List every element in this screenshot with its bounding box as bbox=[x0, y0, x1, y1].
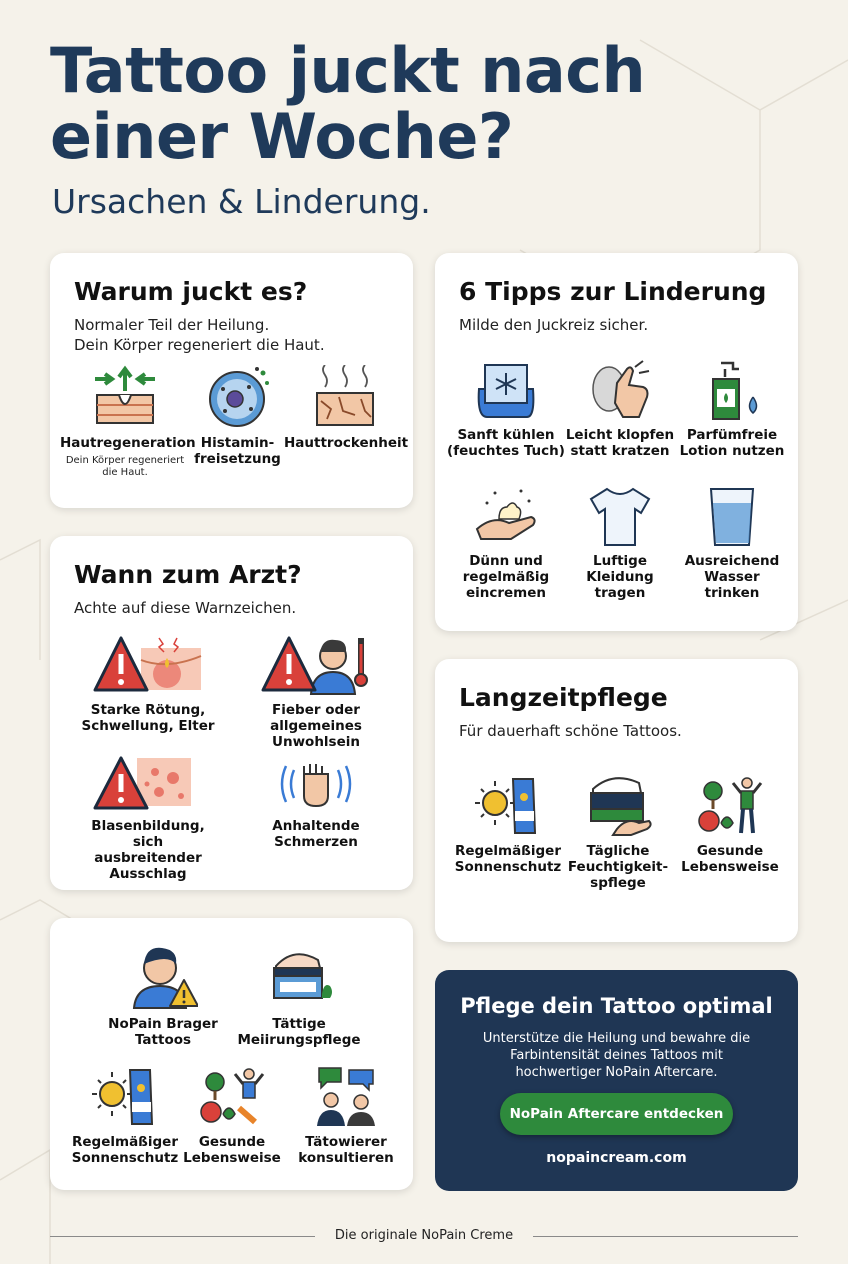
cream-jar-icon bbox=[264, 946, 334, 1010]
doctor-heading: Wann zum Arzt? bbox=[74, 560, 302, 589]
page-subtitle: Ursachen & Linderung. bbox=[52, 182, 431, 221]
tshirt-icon bbox=[587, 485, 653, 547]
cream-hand-icon bbox=[473, 485, 539, 547]
lotion-bottle-icon bbox=[699, 359, 765, 421]
why-item-label: Histamin-freisetzung bbox=[194, 435, 281, 467]
tips-item-label: Luftige Kleidung tragen bbox=[586, 553, 654, 601]
extra-item-lifestyle bbox=[176, 1064, 288, 1166]
page-title: Tattoo juckt nach einer Woche? bbox=[50, 34, 646, 173]
longterm-item-sunscreen bbox=[449, 773, 567, 875]
why-item-sub: Dein Körper regeneriert die Haut. bbox=[65, 455, 185, 478]
longterm-item-moisture bbox=[559, 773, 677, 891]
tips-item-label: Leicht klopfen statt kratzen bbox=[565, 427, 675, 459]
doctor-item-redness bbox=[78, 634, 218, 734]
extra-item-sunscreen bbox=[66, 1064, 184, 1166]
extra-item-person bbox=[100, 940, 226, 1048]
warning-rash-icon bbox=[93, 756, 203, 812]
dry-skin-icon bbox=[311, 365, 379, 429]
why-item-dryness bbox=[284, 365, 409, 451]
tips-item-label: Sanft kühlen (feuchtes Tuch) bbox=[447, 427, 565, 459]
cta-heading: Pflege dein Tattoo optimal bbox=[460, 994, 773, 1018]
sunscreen-icon bbox=[473, 773, 543, 837]
doctor-item-label: Starke Rötung, Schwellung, Elter bbox=[81, 702, 215, 734]
why-item-label: Hautregeneration bbox=[60, 435, 196, 451]
website-link[interactable]: nopaincream.com bbox=[546, 1150, 687, 1166]
extra-item-label: Tättige Meiirungspflege bbox=[237, 1016, 361, 1048]
cta-panel bbox=[435, 970, 798, 1191]
healthy-lifestyle-icon bbox=[695, 773, 765, 837]
longterm-lead: Für dauerhaft schöne Tattoos. bbox=[459, 722, 682, 740]
longterm-item-label: Gesunde Lebensweise bbox=[681, 843, 779, 875]
tips-item-label: Parfümfreie Lotion nutzen bbox=[679, 427, 785, 459]
tips-item-cream bbox=[447, 485, 565, 601]
doctor-item-fever bbox=[246, 634, 386, 750]
doctor-lead: Achte auf diese Warnzeichen. bbox=[74, 599, 297, 617]
extra-item-consult bbox=[286, 1064, 406, 1166]
tips-item-tap bbox=[561, 359, 679, 459]
consult-tattooist-icon bbox=[311, 1064, 381, 1128]
cta-description: Unterstütze die Heilung und bewahre die Farbintensität deines Tattoos mit hochwertiger NoPain Aftercare. bbox=[482, 1031, 751, 1080]
doctor-item-pain bbox=[246, 756, 386, 850]
doctor-card bbox=[50, 536, 413, 890]
why-item-label: Hauttrockenheit bbox=[284, 435, 409, 451]
water-glass-icon bbox=[699, 485, 765, 547]
tapping-hand-icon bbox=[587, 359, 653, 421]
doctor-item-rash bbox=[78, 756, 218, 882]
tips-item-label: Dünn und regelmäßig eincremen bbox=[462, 553, 550, 601]
tips-item-clothing bbox=[561, 485, 679, 601]
extra-item-label: Tätowierer konsultieren bbox=[298, 1134, 394, 1166]
extra-item-label: NoPain Brager Tattoos bbox=[108, 1016, 218, 1048]
histamine-cell-icon bbox=[205, 365, 271, 429]
why-heading: Warum juckt es? bbox=[74, 277, 308, 306]
extra-item-cream bbox=[236, 946, 362, 1048]
longterm-item-label: Regelmäßiger Sonnenschutz bbox=[454, 843, 562, 875]
why-lead: Normaler Teil der Heilung. Dein Körper regeneriert die Haut. bbox=[74, 316, 325, 354]
tips-item-lotion bbox=[675, 359, 789, 459]
skin-regeneration-icon bbox=[91, 365, 159, 429]
extra-item-label: Regelmäßiger Sonnenschutz bbox=[71, 1134, 179, 1166]
pain-fist-icon bbox=[276, 756, 356, 812]
warning-redness-icon bbox=[93, 634, 203, 696]
why-item-skin-regeneration bbox=[60, 365, 196, 479]
longterm-heading: Langzeitpflege bbox=[459, 683, 668, 712]
sunscreen-icon bbox=[90, 1064, 160, 1128]
aftercare-button[interactable]: NoPain Aftercare entdecken bbox=[500, 1093, 733, 1135]
tips-item-label: Ausreichend Wasser trinken bbox=[684, 553, 780, 601]
healthy-lifestyle-icon bbox=[197, 1064, 267, 1128]
footer-text: Die originale NoPain Creme bbox=[334, 1228, 514, 1243]
extra-card bbox=[50, 918, 413, 1190]
why-card bbox=[50, 253, 413, 508]
doctor-item-label: Blasenbildung, sich ausbreitender Ausschlag bbox=[91, 818, 205, 882]
person-warning-icon bbox=[128, 940, 198, 1010]
cool-towel-icon bbox=[473, 359, 539, 421]
longterm-card bbox=[435, 659, 798, 942]
warning-fever-icon bbox=[261, 634, 371, 696]
doctor-item-label: Fieber oder allgemeines Unwohlsein bbox=[270, 702, 362, 750]
longterm-item-label: Tägliche Feuchtigkeit-spflege bbox=[567, 843, 669, 891]
moisturizer-icon bbox=[583, 773, 653, 837]
tips-lead: Milde den Juckreiz sicher. bbox=[459, 316, 649, 334]
longterm-item-lifestyle bbox=[671, 773, 789, 875]
tips-card bbox=[435, 253, 798, 631]
tips-heading: 6 Tipps zur Linderung bbox=[459, 277, 767, 306]
tips-item-cool bbox=[447, 359, 565, 459]
doctor-item-label: Anhaltende Schmerzen bbox=[272, 818, 360, 850]
extra-item-label: Gesunde Lebensweise bbox=[183, 1134, 281, 1166]
tips-item-water bbox=[675, 485, 789, 601]
why-item-histamine bbox=[185, 365, 290, 467]
